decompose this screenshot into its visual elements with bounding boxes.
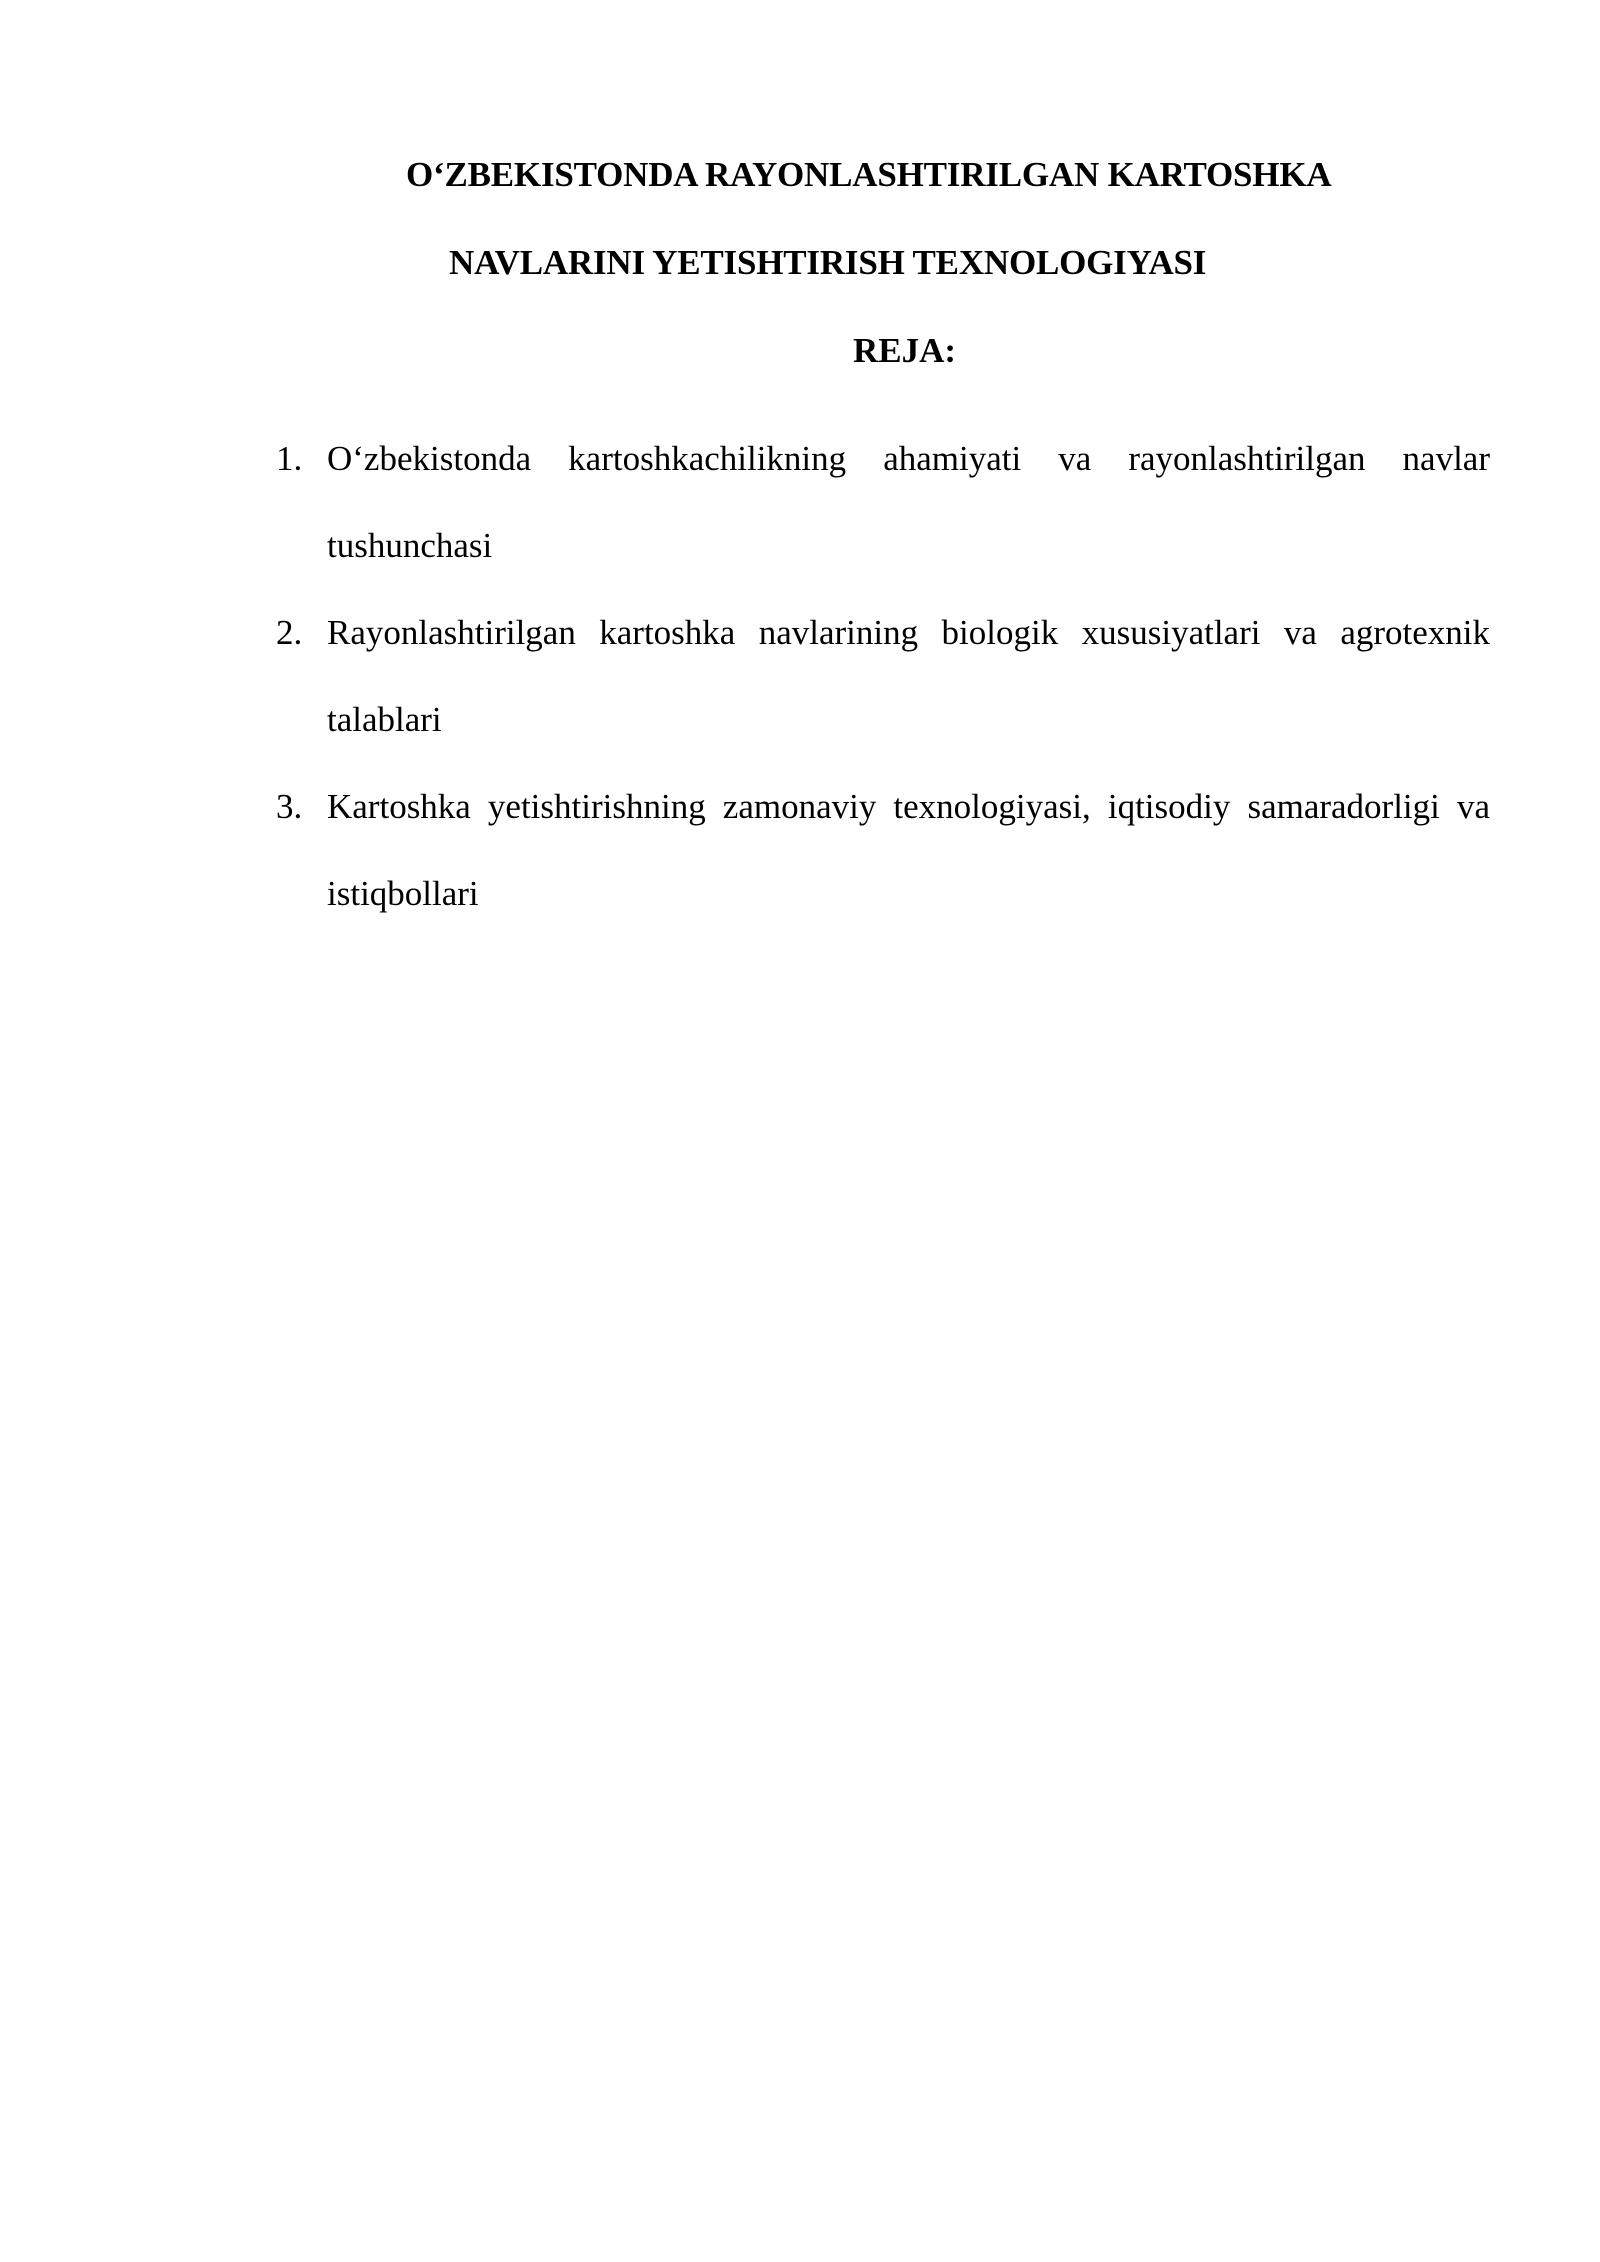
plan-item-2: [276, 589, 1490, 763]
plan-item-1: [276, 415, 1490, 589]
plan-item-3: [276, 763, 1490, 937]
document-title-line-1: O‘ZBEKISTONDA RAYONLASHTIRILGAN KARTOSHKA: [406, 155, 1332, 194]
document-title-line-2: NAVLARINI YETISHTIRISH TEXNOLOGIYASI: [449, 243, 1207, 282]
plan-item-text: Rayonlashtirilgan kartoshka navlarining biologik xususiyatlari va agrotexnik talablari: [327, 613, 1490, 739]
plan-item-number: 1.: [276, 439, 303, 478]
plan-item-text: Kartoshka yetishtirishning zamonaviy texnologiyasi, iqtisodiy samaradorligi va istiqbollari: [327, 787, 1490, 913]
plan-item-number: 3.: [276, 787, 303, 826]
plan-item-text: O‘zbekistonda kartoshkachilikning ahamiyati va rayonlashtirilgan navlar tushunchasi: [327, 439, 1490, 565]
plan-list: [276, 415, 1490, 937]
plan-heading: REJA:: [853, 331, 957, 370]
plan-item-number: 2.: [276, 613, 303, 652]
